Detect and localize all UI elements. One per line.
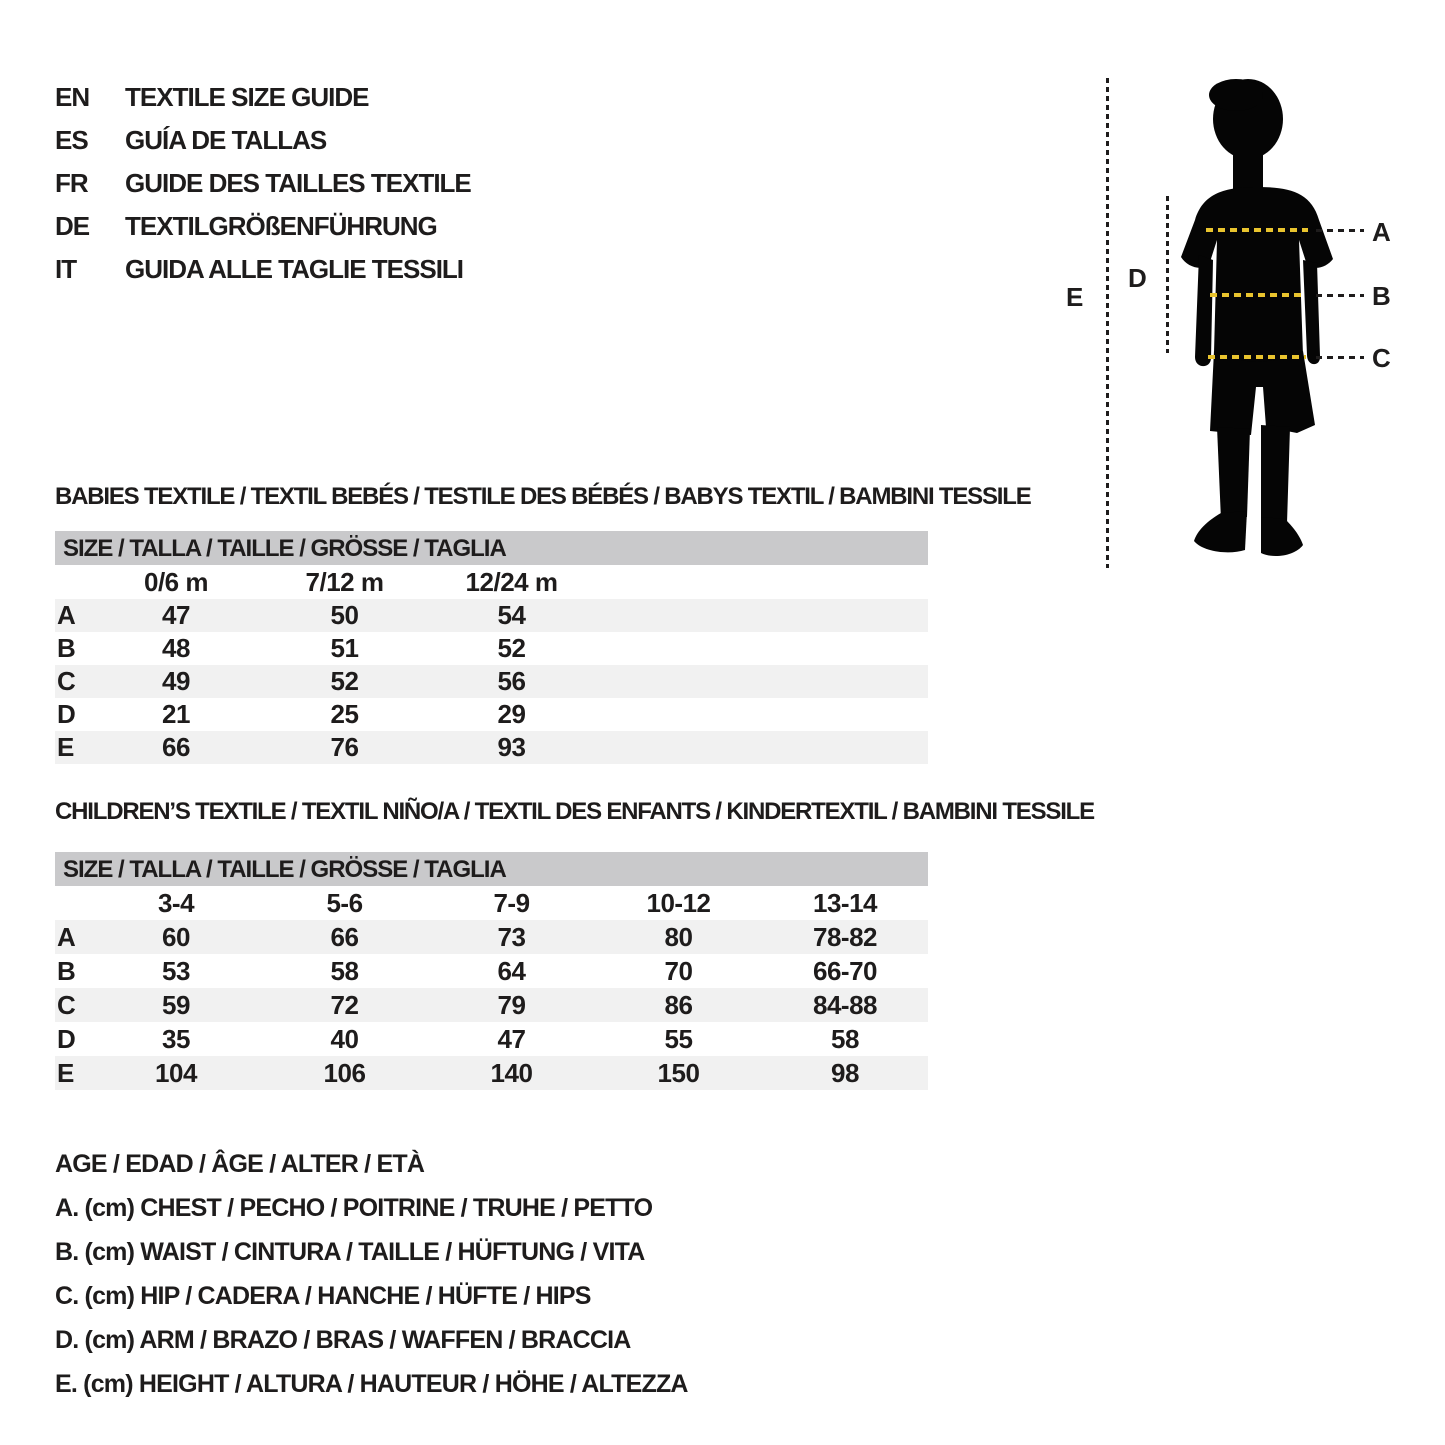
lang-code: EN bbox=[55, 82, 90, 112]
value-cell: 93 bbox=[497, 732, 526, 762]
column-header: 5-6 bbox=[326, 888, 363, 918]
value-cell: 84-88 bbox=[813, 990, 877, 1020]
lang-title: GUIDA ALLE TAGLIE TESSILI bbox=[125, 254, 464, 284]
children-size-header-band: SIZE / TALLA / TAILLE / GRÖSSE / TAGLIA bbox=[55, 852, 928, 886]
column-header: 3-4 bbox=[157, 888, 195, 918]
lang-row-es bbox=[55, 119, 471, 162]
value-cell: 78-82 bbox=[813, 922, 877, 952]
value-cell: 35 bbox=[162, 1024, 190, 1054]
value-cell: 52 bbox=[330, 666, 359, 696]
hip-dash-yellow bbox=[1208, 355, 1306, 359]
lang-title: GUÍA DE TALLAS bbox=[125, 125, 327, 155]
value-cell: 106 bbox=[323, 1058, 366, 1088]
value-cell: 60 bbox=[162, 922, 190, 952]
value-cell: 64 bbox=[497, 956, 526, 986]
row-label: C bbox=[57, 990, 76, 1020]
chest-dash-yellow bbox=[1206, 228, 1308, 232]
column-header: 0/6 m bbox=[144, 567, 208, 597]
column-header: 7/12 m bbox=[305, 567, 384, 597]
child-silhouette-icon bbox=[1177, 75, 1337, 575]
lang-code: FR bbox=[55, 168, 88, 198]
value-cell: 66-70 bbox=[813, 956, 877, 986]
value-cell: 55 bbox=[664, 1024, 693, 1054]
lang-title: TEXTILE SIZE GUIDE bbox=[125, 82, 369, 112]
measure-label-e: E bbox=[1066, 282, 1083, 312]
waist-dash-black bbox=[1316, 294, 1364, 297]
column-header: 10-12 bbox=[646, 888, 711, 918]
lang-title: GUIDE DES TAILLES TEXTILE bbox=[125, 168, 471, 198]
value-cell: 40 bbox=[330, 1024, 359, 1054]
value-cell: 73 bbox=[497, 922, 526, 952]
value-cell: 76 bbox=[330, 732, 359, 762]
value-cell: 47 bbox=[162, 600, 190, 630]
value-cell: 56 bbox=[497, 666, 526, 696]
language-header bbox=[55, 76, 471, 291]
table-row bbox=[55, 920, 928, 954]
value-cell: 47 bbox=[497, 1024, 526, 1054]
table-row bbox=[55, 1056, 928, 1090]
column-header: 7-9 bbox=[493, 888, 530, 918]
lang-row-en bbox=[55, 76, 471, 119]
row-label: B bbox=[57, 956, 76, 986]
row-label: E bbox=[57, 732, 74, 762]
value-cell: 70 bbox=[664, 956, 693, 986]
value-cell: 79 bbox=[497, 990, 526, 1020]
chest-dash-black bbox=[1316, 229, 1364, 232]
measure-label-c: C bbox=[1372, 343, 1391, 373]
value-cell: 25 bbox=[330, 699, 359, 729]
value-cell: 50 bbox=[330, 600, 359, 630]
row-label: B bbox=[57, 633, 76, 663]
value-cell: 58 bbox=[831, 1024, 859, 1054]
row-label: A bbox=[57, 600, 76, 630]
value-cell: 54 bbox=[497, 600, 526, 630]
lang-row-fr bbox=[55, 162, 471, 205]
value-cell: 53 bbox=[162, 956, 190, 986]
value-cell: 49 bbox=[162, 666, 190, 696]
legend-hip: C. (cm) HIP / CADERA / HANCHE / HÜFTE / HIPS bbox=[55, 1282, 591, 1310]
value-cell: 51 bbox=[330, 633, 359, 663]
table-row bbox=[55, 731, 928, 764]
value-cell: 150 bbox=[657, 1058, 700, 1088]
height-measure-line-e bbox=[1106, 78, 1109, 568]
legend-arm: D. (cm) ARM / BRAZO / BRAS / WAFFEN / BRACCIA bbox=[55, 1326, 631, 1354]
babies-size-table bbox=[55, 531, 928, 764]
table-row bbox=[55, 632, 928, 665]
value-cell: 58 bbox=[330, 956, 359, 986]
arm-measure-line-d bbox=[1166, 196, 1169, 353]
lang-row-it bbox=[55, 248, 471, 291]
hip-dash-black bbox=[1316, 356, 1364, 359]
value-cell: 29 bbox=[497, 699, 526, 729]
value-cell: 59 bbox=[162, 990, 190, 1020]
babies-column-header-row bbox=[55, 565, 928, 599]
children-size-table bbox=[55, 852, 928, 1090]
children-column-header-row bbox=[55, 886, 928, 920]
table-row bbox=[55, 698, 928, 731]
column-header: 13-14 bbox=[813, 888, 877, 918]
value-cell: 21 bbox=[162, 699, 190, 729]
children-section-title: CHILDREN’S TEXTILE / TEXTIL NIÑO/A / TEXTIL DES ENFANTS / KINDERTEXTIL / BAMBINI TESSILE bbox=[55, 798, 1094, 825]
column-header: 12/24 m bbox=[465, 567, 558, 597]
measure-label-a: A bbox=[1372, 217, 1391, 247]
measure-label-d: D bbox=[1128, 263, 1147, 293]
value-cell: 66 bbox=[162, 732, 190, 762]
table-row bbox=[55, 954, 928, 988]
legend-chest: A. (cm) CHEST / PECHO / POITRINE / TRUHE / PETTO bbox=[55, 1194, 653, 1222]
row-label: D bbox=[57, 699, 76, 729]
value-cell: 80 bbox=[664, 922, 693, 952]
lang-code: ES bbox=[55, 125, 88, 155]
table-row bbox=[55, 988, 928, 1022]
value-cell: 98 bbox=[831, 1058, 859, 1088]
babies-section-title: BABIES TEXTILE / TEXTIL BEBÉS / TESTILE DES BÉBÉS / BABYS TEXTIL / BAMBINI TESSILE bbox=[55, 483, 1031, 510]
legend-height: E. (cm) HEIGHT / ALTURA / HAUTEUR / HÖHE / ALTEZZA bbox=[55, 1370, 688, 1398]
row-label: C bbox=[57, 666, 76, 696]
lang-code: DE bbox=[55, 211, 90, 241]
measurement-legend bbox=[55, 1142, 688, 1406]
corner-cell bbox=[55, 565, 91, 599]
table-row bbox=[55, 599, 928, 632]
value-cell: 66 bbox=[330, 922, 359, 952]
row-label: E bbox=[57, 1058, 74, 1088]
legend-age: AGE / EDAD / ÂGE / ALTER / ETÀ bbox=[55, 1150, 425, 1178]
lang-code: IT bbox=[55, 254, 77, 284]
value-cell: 140 bbox=[490, 1058, 533, 1088]
table-row bbox=[55, 1022, 928, 1056]
table-row bbox=[55, 665, 928, 698]
lang-title: TEXTILGRÖßENFÜHRUNG bbox=[125, 211, 437, 241]
corner-cell bbox=[55, 886, 91, 920]
legend-waist: B. (cm) WAIST / CINTURA / TAILLE / HÜFTUNG / VITA bbox=[55, 1238, 645, 1266]
measure-label-b: B bbox=[1372, 281, 1391, 311]
waist-dash-yellow bbox=[1210, 293, 1302, 297]
value-cell: 48 bbox=[162, 633, 190, 663]
value-cell: 86 bbox=[664, 990, 693, 1020]
value-cell: 72 bbox=[330, 990, 359, 1020]
value-cell: 104 bbox=[155, 1058, 197, 1088]
value-cell: 52 bbox=[497, 633, 526, 663]
row-label: A bbox=[57, 922, 76, 952]
babies-size-header-band: SIZE / TALLA / TAILLE / GRÖSSE / TAGLIA bbox=[55, 531, 928, 565]
lang-row-de bbox=[55, 205, 471, 248]
row-label: D bbox=[57, 1024, 76, 1054]
